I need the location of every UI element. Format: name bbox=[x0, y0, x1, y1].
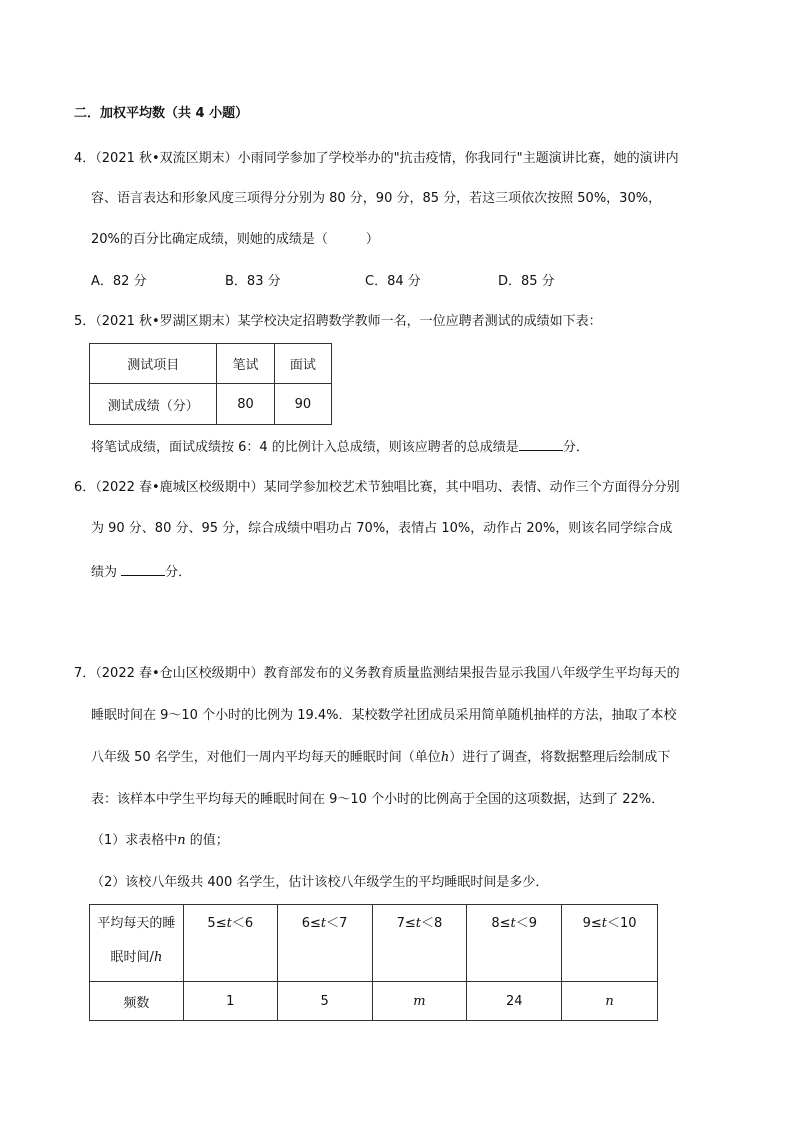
interval-cell bbox=[562, 905, 658, 982]
q7-line-3-text: 八年级 50 名学生，对他们一周内平均每天的睡眠时间（单位 bbox=[91, 750, 441, 765]
table-cell: 80 bbox=[217, 384, 274, 425]
q6-line-3 bbox=[91, 563, 191, 581]
answer-blank bbox=[121, 563, 165, 576]
header-line-2 bbox=[90, 941, 183, 975]
q4-option-c: C．84 分 bbox=[365, 274, 421, 289]
table-row bbox=[90, 384, 332, 425]
q6-line-2: 为 90 分、80 分、95 分，综合成绩中唱功占 70%，表情占 10%，动作占 20%，则该名同学综合成 bbox=[91, 521, 673, 536]
table-cell: 测试成绩（分） bbox=[90, 384, 217, 425]
q4-option-a: A．82 分 bbox=[91, 274, 147, 289]
q5-after-text: 将笔试成绩，面试成绩按 6：4 的比例计入总成绩，则该应聘者的总成绩是 bbox=[91, 440, 519, 455]
interval-cell bbox=[372, 905, 467, 982]
q4-line-1: 4．（2021 秋•双流区期末）小雨同学参加了学校举办的"抗击疫情，你我同行"主题演讲比赛，她的演讲内 bbox=[74, 151, 679, 166]
q4-line-3-close: ） bbox=[365, 232, 379, 247]
interval-lo: 7≤ bbox=[396, 916, 416, 931]
q6-line-3-unit: 分． bbox=[165, 565, 192, 580]
var-m: m bbox=[413, 993, 426, 1009]
q7-line-4: 表：该样本中学生平均每天的睡眠时间在 9～10 个小时的比例高于全国的这项数据，达到了 22%． bbox=[91, 792, 665, 807]
var-t: t bbox=[320, 916, 327, 931]
q4-option-b: B．83 分 bbox=[225, 274, 281, 289]
unit-h: h bbox=[153, 950, 163, 965]
table-row bbox=[90, 344, 332, 384]
var-t: t bbox=[510, 916, 516, 931]
table-row bbox=[90, 905, 658, 982]
interval-hi: ＜10 bbox=[606, 916, 637, 931]
interval-lo: 5≤ bbox=[207, 916, 227, 931]
q7-line-3-rest: ）进行了调查，将数据整理后绘制成下 bbox=[449, 750, 671, 765]
table-cell: 90 bbox=[274, 384, 331, 425]
q7-sub-question-1 bbox=[91, 833, 229, 849]
q4-option-d: D．85 分 bbox=[498, 274, 555, 289]
q6-line-1: 6．（2022 春•鹿城区校级期中）某同学参加校艺术节独唱比赛，其中唱功、表情、动作三个方面得分分别 bbox=[74, 480, 680, 495]
table-cell: 笔试 bbox=[217, 344, 274, 384]
interval-cell bbox=[183, 905, 277, 982]
section-title: 二．加权平均数（共 4 小题） bbox=[74, 106, 249, 121]
interval-lo: 6≤ bbox=[301, 916, 321, 931]
freq-cell: 24 bbox=[467, 982, 562, 1021]
freq-cell: 1 bbox=[183, 982, 277, 1021]
freq-cell bbox=[372, 982, 467, 1021]
table-cell: 面试 bbox=[274, 344, 331, 384]
q5-after-table bbox=[91, 438, 589, 456]
freq-cell: 5 bbox=[277, 982, 372, 1021]
q7-sub1-rest: 的值； bbox=[185, 833, 229, 848]
interval-cell bbox=[467, 905, 562, 982]
var-t: t bbox=[415, 916, 421, 931]
var-n: n bbox=[177, 833, 186, 848]
q7-sleep-table bbox=[89, 904, 658, 1021]
interval-lo: 8≤ bbox=[491, 916, 511, 931]
q4-line-3-text: 20%的百分比确定成绩，则她的成绩是（ bbox=[91, 232, 328, 247]
var-t: t bbox=[226, 916, 232, 931]
q7-sub1-text: （1）求表格中 bbox=[91, 833, 178, 848]
interval-lo: 9≤ bbox=[582, 916, 602, 931]
q7-sub-question-2: （2）该校八年级共 400 名学生，估计该校八年级学生的平均睡眠时间是多少． bbox=[91, 875, 549, 890]
unit-h: h bbox=[440, 750, 450, 765]
q6-line-3-text: 绩为 bbox=[91, 565, 118, 580]
var-t: t bbox=[601, 916, 607, 931]
table-header-cell bbox=[90, 905, 184, 982]
interval-cell bbox=[277, 905, 372, 982]
q5-after-unit: 分． bbox=[562, 440, 589, 455]
interval-hi: ＜7 bbox=[326, 916, 348, 931]
interval-hi: ＜8 bbox=[420, 916, 443, 931]
answer-blank bbox=[519, 438, 563, 451]
q7-line-1: 7．（2022 春•仓山区校级期中）教育部发布的义务教育质量监测结果报告显示我国八年级学生平均每天的 bbox=[74, 666, 680, 681]
q7-line-3 bbox=[91, 750, 670, 766]
q4-line-3 bbox=[91, 232, 379, 248]
table-cell: 测试项目 bbox=[90, 344, 217, 384]
freq-label-cell: 频数 bbox=[90, 982, 184, 1021]
table-row bbox=[90, 982, 658, 1021]
interval-hi: ＜9 bbox=[515, 916, 538, 931]
header-line-2-text: 眠时间/ bbox=[110, 950, 154, 965]
q5-score-table bbox=[89, 343, 332, 425]
var-n: n bbox=[605, 993, 614, 1009]
q7-line-2: 睡眠时间在 9～10 个小时的比例为 19.4%．某校数学社团成员采用简单随机抽样的方法，抽取了本校 bbox=[91, 708, 677, 723]
q4-line-2: 容、语言表达和形象风度三项得分分别为 80 分，90 分，85 分，若这三项依次按照 50%，30%， bbox=[91, 191, 662, 206]
header-line-1: 平均每天的睡 bbox=[97, 916, 176, 931]
q5-line-1: 5．（2021 秋•罗湖区期末）某学校决定招聘数学教师一名，一位应聘者测试的成绩如下表： bbox=[74, 314, 602, 329]
interval-hi: ＜6 bbox=[231, 916, 254, 931]
freq-cell bbox=[562, 982, 658, 1021]
